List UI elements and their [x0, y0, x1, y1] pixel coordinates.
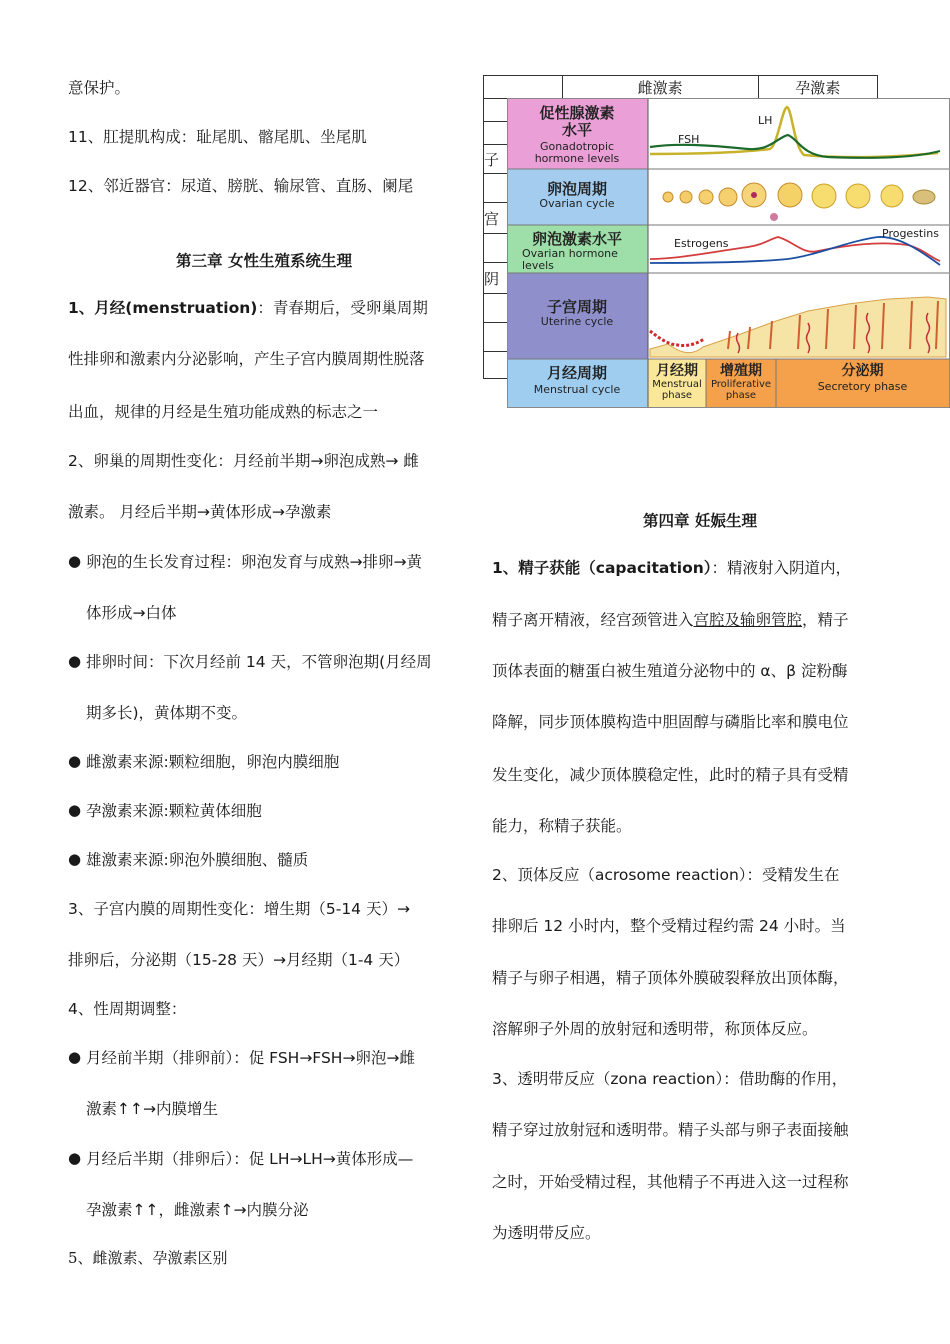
table-row-label: 阴: [484, 263, 563, 294]
estrogens-label: Estrogens: [674, 237, 729, 250]
underlined-term: 宫腔及输卵管腔: [693, 611, 803, 629]
row-label-uterine: [508, 299, 646, 328]
bullet-text: 排卵时间：下次月经前 14 天，不管卵泡期(月经周: [86, 653, 432, 671]
follicle-1: [663, 192, 673, 202]
text-line: 出血，规律的月经是生殖功能成熟的标志之一: [68, 403, 379, 421]
text-line: 3、子宫内膜的周期性变化：增生期（5-14 天）→: [68, 900, 410, 918]
chapter4-title: 第四章 妊娠生理: [643, 512, 757, 530]
phase-zh: 增殖期: [720, 363, 762, 379]
row-label-zh: 卵泡周期: [546, 180, 607, 198]
table-header-cell: [484, 76, 563, 99]
bullet-dot: ●: [68, 652, 82, 670]
phase-en: Menstrual phase: [652, 379, 702, 401]
text-line: 能力，称精子获能。: [492, 817, 632, 835]
row-label-menstrual-cycle: [508, 365, 646, 396]
text-line: [492, 610, 849, 630]
text-line: 性排卵和激素内分泌影响，产生子宫内膜周期性脱落: [68, 350, 425, 368]
menstruation-paragraph: [68, 298, 428, 318]
released-ovum: [770, 213, 778, 221]
menstruation-term: 1、月经(menstruation): [68, 299, 258, 317]
capacitation-paragraph: [492, 558, 851, 578]
text-line: 之时，开始受精过程，其他精子不再进入这一过程称: [492, 1173, 849, 1191]
bullet-text: 期多长)，黄体期不变。: [86, 704, 248, 722]
text-line: 精子穿过放射冠和透明带。精子头部与卵子表面接触: [492, 1121, 849, 1139]
corpus-luteum-2: [846, 184, 870, 208]
bullet-text: 月经前半期（排卵前）：促 FSH→FSH→卵泡→雌: [86, 1049, 415, 1067]
row-label-ovarian-hormone: [508, 231, 646, 272]
text-line: 意保护。: [68, 79, 131, 97]
table-row-label: 子: [484, 145, 563, 174]
corpus-luteum-1: [812, 184, 836, 208]
text-line: 溶解卵子外周的放射冠和透明带，称顶体反应。: [492, 1020, 818, 1038]
table-header-cell: 孕激素: [758, 76, 877, 99]
bullet-dot: ●: [68, 850, 82, 868]
menstruation-text: ：青春期后，受卵巢周期: [257, 299, 428, 317]
text-line: 3、透明带反应（zona reaction）：借助酶的作用，: [492, 1070, 848, 1088]
text-line: 发生变化，减少顶体膜稳定性，此时的精子具有受精: [492, 766, 849, 784]
bullet-text: 雌激素来源:颗粒细胞，卵泡内膜细胞: [86, 753, 340, 771]
chapter3-title: 第三章 女性生殖系统生理: [176, 252, 352, 270]
table-row-label: 宫: [484, 203, 563, 234]
corpus-luteum-3: [881, 185, 903, 207]
row-label-gonadotropic: [508, 105, 646, 165]
capacitation-term: 1、精子获能（capacitation）: [492, 559, 712, 577]
bullet-text: 激素↑↑→内膜增生: [86, 1100, 218, 1118]
text-line: 2、顶体反应（acrosome reaction）：受精发生在: [492, 866, 840, 884]
phase-proliferative: [706, 363, 776, 401]
text-span: ，精子: [802, 611, 849, 629]
row-label-en: Uterine cycle: [540, 315, 614, 328]
bullet-text: 体形成→白体: [86, 604, 177, 622]
bullet-text: 雄激素来源:卵泡外膜细胞、髓质: [86, 851, 309, 869]
text-line: 精子与卵子相遇，精子顶体外膜破裂释放出顶体酶，: [492, 969, 849, 987]
row-label-zh: 促性腺激素 水平: [539, 104, 615, 139]
fsh-label: FSH: [678, 133, 700, 146]
text-line: 4、性周期调整：: [68, 1000, 187, 1018]
item5-heading: 5、雌激素、孕激素区别: [68, 1249, 228, 1267]
text-span: 精子离开精液，经宫颈管进入: [492, 611, 694, 629]
phase-en: Proliferative phase: [710, 379, 772, 401]
phase-zh: 月经期: [656, 363, 698, 379]
menstrual-cycle-figure: [508, 99, 949, 407]
follicle-oocyte: [751, 192, 757, 198]
text-line: 为透明带反应。: [492, 1224, 601, 1242]
text-line: 2、卵巢的周期性变化：月经前半期→卵泡成熟→ 雌: [68, 452, 419, 470]
phase-en: Secretory phase: [817, 380, 908, 393]
bullet-dot: ●: [68, 1149, 82, 1167]
row-label-en: Gonadotropic hormone levels: [534, 140, 620, 165]
row-label-zh: 子宫周期: [546, 298, 607, 316]
corpus-albicans: [913, 190, 935, 204]
bullet-dot: ●: [68, 552, 82, 570]
bullet-text: 孕激素来源:颗粒黄体细胞: [86, 802, 262, 820]
bullet-text: 月经后半期（排卵后）：促 LH→LH→黄体形成—: [86, 1150, 414, 1168]
phase-menstrual: [648, 363, 706, 401]
bullet-dot: ●: [68, 752, 82, 770]
phase-zh: 分泌期: [841, 363, 884, 379]
table-header-cell: 雌激素: [562, 76, 758, 99]
text-line: 排卵后 12 小时内，整个受精过程约需 24 小时。当: [492, 917, 846, 935]
bullet-dot: ●: [68, 1048, 82, 1066]
row-label-zh: 月经周期: [546, 364, 607, 382]
text-line: 11、肛提肌构成：耻尾肌、髂尾肌、坐尾肌: [68, 128, 367, 146]
text-line: 顶体表面的糖蛋白被生殖道分泌物中的 α、β 淀粉酶: [492, 662, 848, 680]
phase-secretory: [776, 363, 949, 393]
follicle-3: [699, 190, 713, 204]
rupturing-follicle: [778, 183, 802, 207]
row-label-en: Ovarian cycle: [539, 197, 615, 210]
lh-label: LH: [758, 114, 773, 127]
text-line: 激素。 月经后半期→黄体形成→孕激素: [68, 503, 332, 521]
follicle-4: [719, 188, 737, 206]
text-line: 12、邻近器官：尿道、膀胱、输尿管、直肠、阑尾: [68, 177, 414, 195]
row-label-en: Menstrual cycle: [533, 383, 621, 396]
row-label-en: Ovarian hormone levels: [522, 247, 618, 272]
row-label-ovarian-cycle: [508, 181, 646, 210]
row-label-zh: 卵泡激素水平: [531, 230, 622, 248]
capacitation-text: ：精液射入阴道内，: [711, 559, 852, 577]
bullet-text: 孕激素↑↑，雌激素↑→内膜分泌: [86, 1201, 309, 1219]
follicle-2: [680, 191, 692, 203]
progestins-label: Progestins: [882, 227, 940, 240]
text-line: 降解，同步顶体膜构造中胆固醇与磷脂比率和膜电位: [492, 713, 849, 731]
bullet-text: 卵泡的生长发育过程：卵泡发育与成熟→排卵→黄: [86, 553, 422, 571]
bullet-dot: ●: [68, 801, 82, 819]
text-line: 排卵后，分泌期（15-28 天）→月经期（1-4 天）: [68, 951, 410, 969]
